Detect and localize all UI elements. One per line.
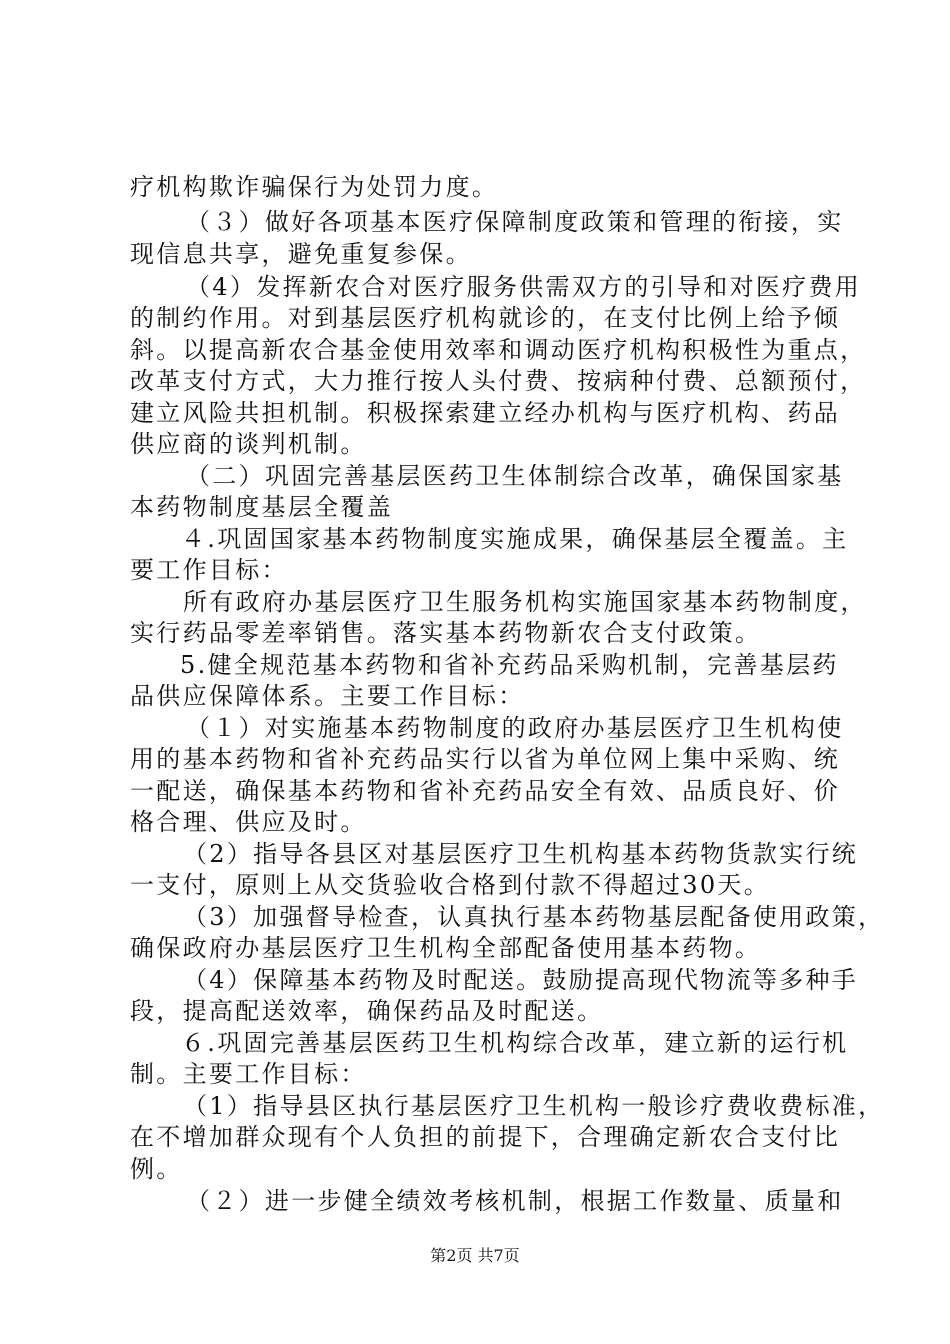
text-line: 建立风险共担机制。积极探索建立经办机构与医疗机构、药品 (130, 399, 841, 427)
text-line: （１）对实施基本药物制度的政府办基层医疗卫生机构使 (186, 714, 844, 742)
text-line: 5.健全规范基本药物和省补充药品采购机制，完善基层药 (180, 651, 839, 679)
text-line: 供应商的谈判机制。 (130, 430, 367, 458)
text-line: 例。 (130, 1155, 183, 1183)
text-line: 本药物制度基层全覆盖 (130, 493, 393, 521)
text-line: 实行药品零差率销售。落实基本药物新农合支付政策。 (130, 619, 762, 647)
text-line: （２）进一步健全绩效考核机制，根据工作数量、质量和 (186, 1187, 844, 1215)
text-line: 用的基本药物和省补充药品实行以省为单位网上集中采购、统 (130, 745, 841, 773)
text-line: （4）保障基本药物及时配送。鼓励提高现代物流等多种手 (183, 966, 859, 994)
text-line: ６.巩固完善基层医药卫生机构综合改革，建立新的运行机 (181, 1029, 849, 1057)
text-line: 一配送，确保基本药物和省补充药品安全有效、品质良好、价 (130, 777, 841, 805)
text-line: 疗机构欺诈骗保行为处罚力度。 (130, 173, 499, 201)
text-line: ４.巩固国家基本药物制度实施成果，确保基层全覆盖。主 (181, 525, 849, 553)
text-line: （1）指导县区执行基层医疗卫生机构一般诊疗费收费标准， (183, 1092, 885, 1120)
text-line: 一支付，原则上从交货验收合格到付款不得超过30天。 (130, 871, 771, 899)
text-line: 改革支付方式，大力推行按人头付费、按病种付费、总额预付， (130, 367, 867, 395)
text-line: 所有政府办基层医疗卫生服务机构实施国家基本药物制度， (183, 588, 867, 616)
text-line: 要工作目标： (130, 556, 288, 584)
text-line: 在不增加群众现有个人负担的前提下，合理确定新农合支付比 (130, 1123, 841, 1151)
page-number-footer: 第2页 共7页 (430, 1246, 520, 1265)
text-line: （3）加强督导检查，认真执行基本药物基层配备使用政策， (183, 903, 885, 931)
text-line: 的制约作用。对到基层医疗机构就诊的，在支付比例上给予倾 (130, 304, 841, 332)
text-line: 段，提高配送效率，确保药品及时配送。 (130, 997, 604, 1025)
text-line: （4）发挥新农合对医疗服务供需双方的引导和对医疗费用 (186, 273, 862, 301)
text-line: 制。主要工作目标： (130, 1060, 367, 1088)
text-line: （二）巩固完善基层医药卫生体制综合改革，确保国家基 (186, 462, 844, 490)
text-line: 斜。以提高新农合基金使用效率和调动医疗机构积极性为重点， (130, 336, 867, 364)
text-line: （３）做好各项基本医疗保障制度政策和管理的衔接，实 (186, 208, 844, 236)
text-line: 品供应保障体系。主要工作目标： (130, 682, 525, 710)
text-line: 现信息共享，避免重复参保。 (130, 240, 472, 268)
text-line: 格合理、供应及时。 (130, 808, 367, 836)
text-line: 确保政府办基层医疗卫生机构全部配备使用基本药物。 (130, 934, 762, 962)
text-line: （2）指导各县区对基层医疗卫生机构基本药物货款实行统 (183, 840, 859, 868)
